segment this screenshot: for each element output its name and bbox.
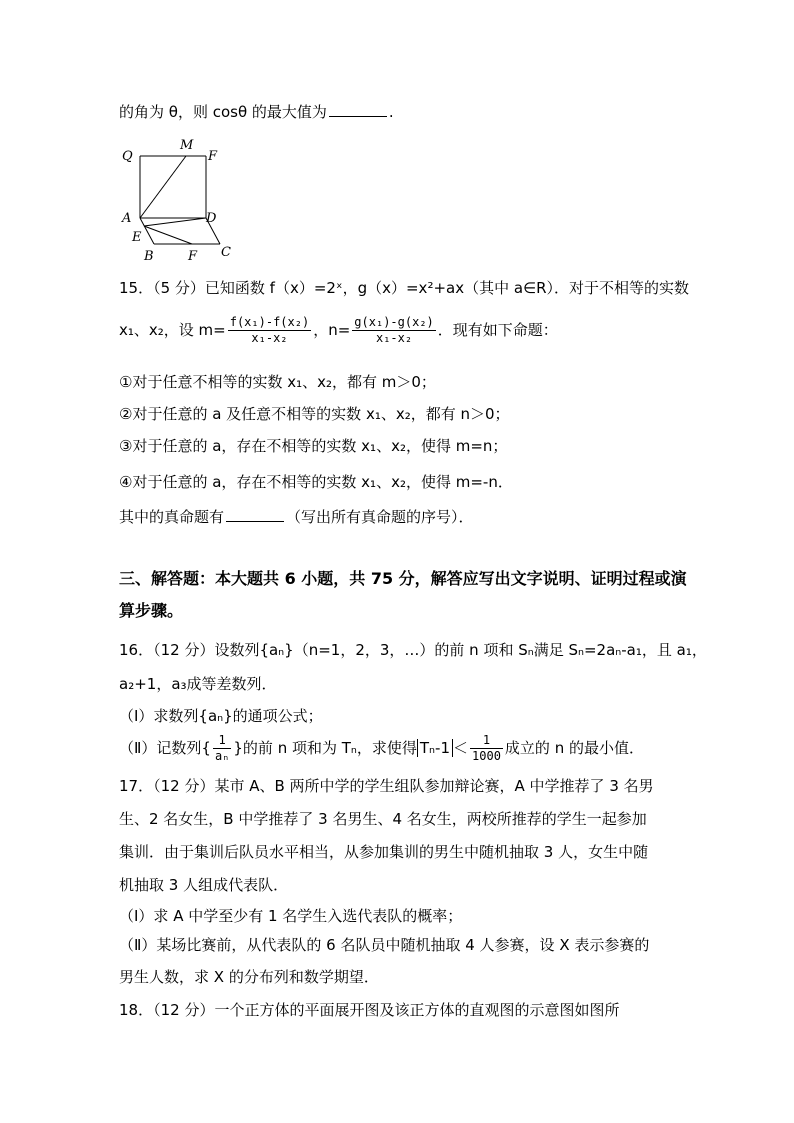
q15-answer-note: （写出所有真命题的序号）．	[286, 508, 474, 526]
label-q: Q	[122, 149, 133, 164]
q16-part2	[119, 733, 644, 764]
q16-part2-end: 成立的 n 的最小值．	[504, 739, 644, 757]
q14-tail-line	[119, 102, 394, 122]
q14-tail-text: 的角为 θ，则 cosθ 的最大值为	[119, 103, 327, 121]
label-f-top: F	[208, 149, 218, 164]
frac2-denominator: 1000	[472, 749, 501, 763]
section-3-heading-line2: 算步骤。	[119, 601, 184, 620]
proposition-2: ②对于任意的 a 及任意不相等的实数 x₁、x₂，都有 n＞0；	[119, 405, 510, 423]
q16-part1: （Ⅰ）求数列{aₙ}的通项公式；	[119, 707, 323, 725]
n-numerator: g(x₁)-g(x₂)	[354, 315, 434, 329]
m-fraction	[228, 315, 311, 346]
q16-line1: 16．（12 分）设数列{aₙ}（n=1，2，3，…）的前 n 项和 Sₙ满足 Sₙ=2aₙ-a₁，且 a₁，	[119, 641, 707, 659]
q15-answer-line	[119, 507, 474, 527]
geometry-figure	[118, 134, 248, 264]
q17-line2: 生、2 名女生，B 中学推荐了 3 名男生、4 名女生，两校所推荐的学生一起参加	[119, 810, 647, 828]
q15-line2	[119, 315, 558, 346]
section-3-heading-line1: 三、解答题：本大题共 6 小题，共 75 分，解答应写出文字说明、证明过程或演	[119, 569, 687, 588]
label-d: D	[206, 211, 217, 226]
q17-part1: （Ⅰ）求 A 中学至少有 1 名学生入选代表队的概率；	[119, 907, 463, 925]
frac1-denominator: aₙ	[214, 749, 230, 763]
reciprocal-fraction	[213, 733, 231, 764]
q15-text-end: ．现有如下命题：	[437, 321, 558, 339]
q16-part2-mid: }的前 n 项和为 Tₙ，求使得	[233, 739, 417, 757]
m-numerator: f(x₁)-f(x₂)	[229, 315, 310, 329]
frac2-numerator: 1	[470, 733, 503, 749]
label-f-bottom: F	[188, 249, 198, 264]
label-a: A	[122, 211, 132, 226]
n-fraction	[352, 315, 435, 346]
proposition-1: ①对于任意不相等的实数 x₁、x₂，都有 m＞0；	[119, 373, 436, 391]
q16-line2: a₂+1，a₃成等差数列．	[119, 675, 277, 693]
label-e: E	[132, 230, 142, 245]
q15-text-m: x₁、x₂，设 m=	[119, 321, 226, 339]
q15-answer-text: 其中的真命题有	[119, 508, 225, 526]
threshold-fraction	[470, 733, 503, 764]
label-m: M	[180, 138, 194, 153]
q16-part2-text: （Ⅱ）记数列{	[119, 739, 211, 757]
less-than: ＜	[453, 739, 469, 757]
q15-text-n: ，n=	[313, 321, 351, 339]
frac1-numerator: 1	[213, 733, 231, 749]
q17-line3: 集训．由于集训后队员水平相当，从参加集训的男生中随机抽取 3 人，女生中随	[119, 843, 649, 861]
label-b: B	[144, 249, 154, 264]
q17-part2: （Ⅱ）某场比赛前，从代表队的 6 名队员中随机抽取 4 人参赛，设 X 表示参赛的	[119, 936, 650, 954]
q15-line1: 15．（5 分）已知函数 f（x）=2ˣ，g（x）=x²+ax（其中 a∈R）．对于不相等的实数	[119, 279, 690, 297]
answer-blank	[226, 507, 284, 522]
absolute-value: Tₙ-1	[417, 739, 453, 757]
m-denominator: x₁-x₂	[251, 331, 288, 345]
proposition-4: ④对于任意的 a，存在不相等的实数 x₁、x₂，使得 m=-n．	[119, 473, 513, 491]
q14-tail-period: .	[388, 103, 394, 121]
answer-blank	[329, 102, 387, 117]
q17-part2b: 男生人数，求 X 的分布列和数学期望．	[119, 968, 379, 986]
q17-line4: 机抽取 3 人组成代表队．	[119, 876, 289, 894]
q17-line1: 17．（12 分）某市 A、B 两所中学的学生组队参加辩论赛，A 中学推荐了 3 名男	[119, 777, 654, 795]
n-denominator: x₁-x₂	[375, 331, 413, 345]
q18-line1: 18．（12 分）一个正方体的平面展开图及该正方体的直观图的示意图如图所	[119, 1001, 620, 1019]
label-c: C	[221, 245, 231, 260]
proposition-3: ③对于任意的 a，存在不相等的实数 x₁、x₂，使得 m=n；	[119, 437, 508, 455]
